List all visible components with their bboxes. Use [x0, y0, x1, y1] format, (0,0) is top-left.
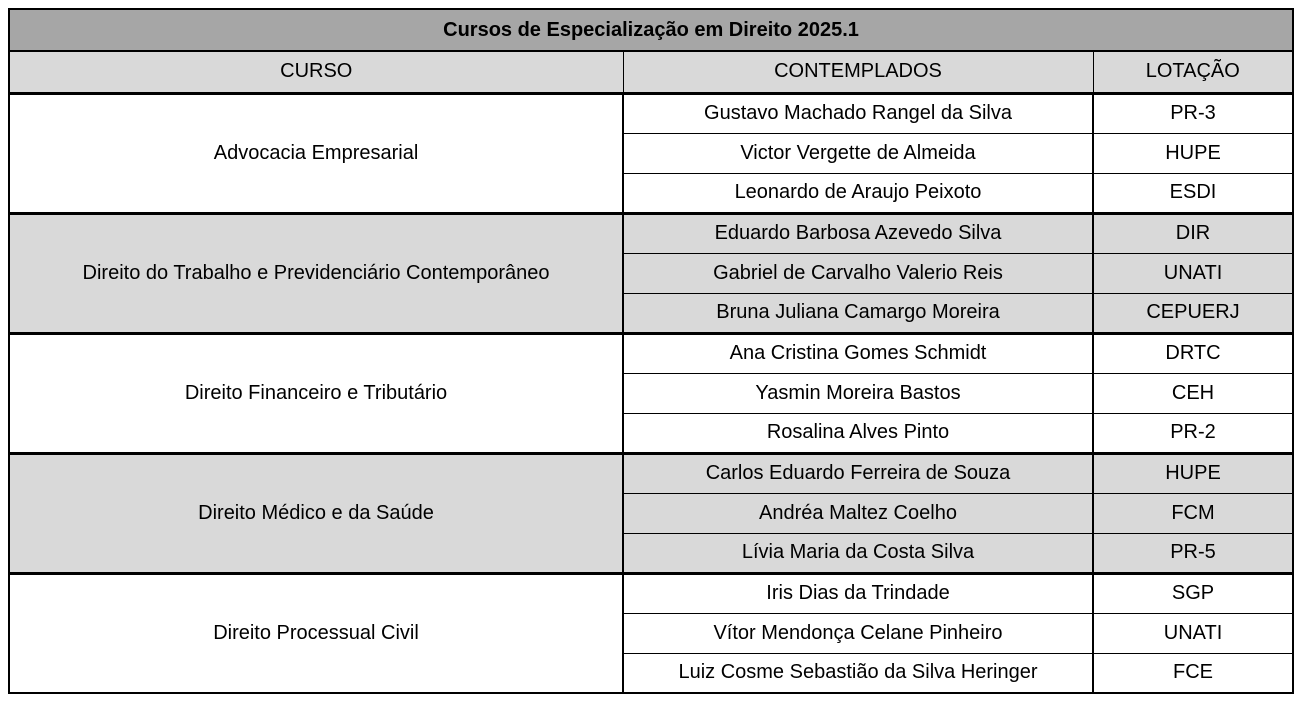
recipient-unit: FCM [1093, 493, 1293, 533]
table-row [9, 213, 1293, 253]
course-cell: Direito Financeiro e Tributário [9, 333, 623, 453]
table-body [9, 93, 1293, 693]
recipient-unit: DIR [1093, 213, 1293, 253]
recipient-name: Lívia Maria da Costa Silva [623, 533, 1093, 573]
header-contemplados: CONTEMPLADOS [623, 51, 1093, 93]
course-cell: Advocacia Empresarial [9, 93, 623, 213]
table-row [9, 453, 1293, 493]
recipient-name: Gustavo Machado Rangel da Silva [623, 93, 1093, 133]
recipient-unit: ESDI [1093, 173, 1293, 213]
recipient-name: Eduardo Barbosa Azevedo Silva [623, 213, 1093, 253]
recipient-name: Leonardo de Araujo Peixoto [623, 173, 1093, 213]
recipient-unit: HUPE [1093, 133, 1293, 173]
recipient-name: Luiz Cosme Sebastião da Silva Heringer [623, 653, 1093, 693]
recipient-name: Yasmin Moreira Bastos [623, 373, 1093, 413]
recipient-name: Ana Cristina Gomes Schmidt [623, 333, 1093, 373]
recipient-name: Gabriel de Carvalho Valerio Reis [623, 253, 1093, 293]
recipient-unit: PR-3 [1093, 93, 1293, 133]
recipient-name: Rosalina Alves Pinto [623, 413, 1093, 453]
table-title: Cursos de Especialização em Direito 2025.1 [9, 9, 1293, 51]
course-cell: Direito Médico e da Saúde [9, 453, 623, 573]
table-row [9, 573, 1293, 613]
header-curso: CURSO [9, 51, 623, 93]
recipient-unit: PR-5 [1093, 533, 1293, 573]
recipient-unit: CEH [1093, 373, 1293, 413]
specialization-courses-table [8, 8, 1294, 694]
recipient-unit: DRTC [1093, 333, 1293, 373]
recipient-unit: SGP [1093, 573, 1293, 613]
recipient-name: Bruna Juliana Camargo Moreira [623, 293, 1093, 333]
recipient-unit: UNATI [1093, 253, 1293, 293]
header-lotacao: LOTAÇÃO [1093, 51, 1293, 93]
recipient-unit: UNATI [1093, 613, 1293, 653]
recipient-name: Iris Dias da Trindade [623, 573, 1093, 613]
recipient-name: Andréa Maltez Coelho [623, 493, 1093, 533]
recipient-name: Carlos Eduardo Ferreira de Souza [623, 453, 1093, 493]
recipient-unit: CEPUERJ [1093, 293, 1293, 333]
recipient-name: Vítor Mendonça Celane Pinheiro [623, 613, 1093, 653]
recipient-unit: FCE [1093, 653, 1293, 693]
course-cell: Direito Processual Civil [9, 573, 623, 693]
course-cell: Direito do Trabalho e Previdenciário Contemporâneo [9, 213, 623, 333]
table-row [9, 93, 1293, 133]
table-row [9, 333, 1293, 373]
recipient-name: Victor Vergette de Almeida [623, 133, 1093, 173]
recipient-unit: PR-2 [1093, 413, 1293, 453]
recipient-unit: HUPE [1093, 453, 1293, 493]
